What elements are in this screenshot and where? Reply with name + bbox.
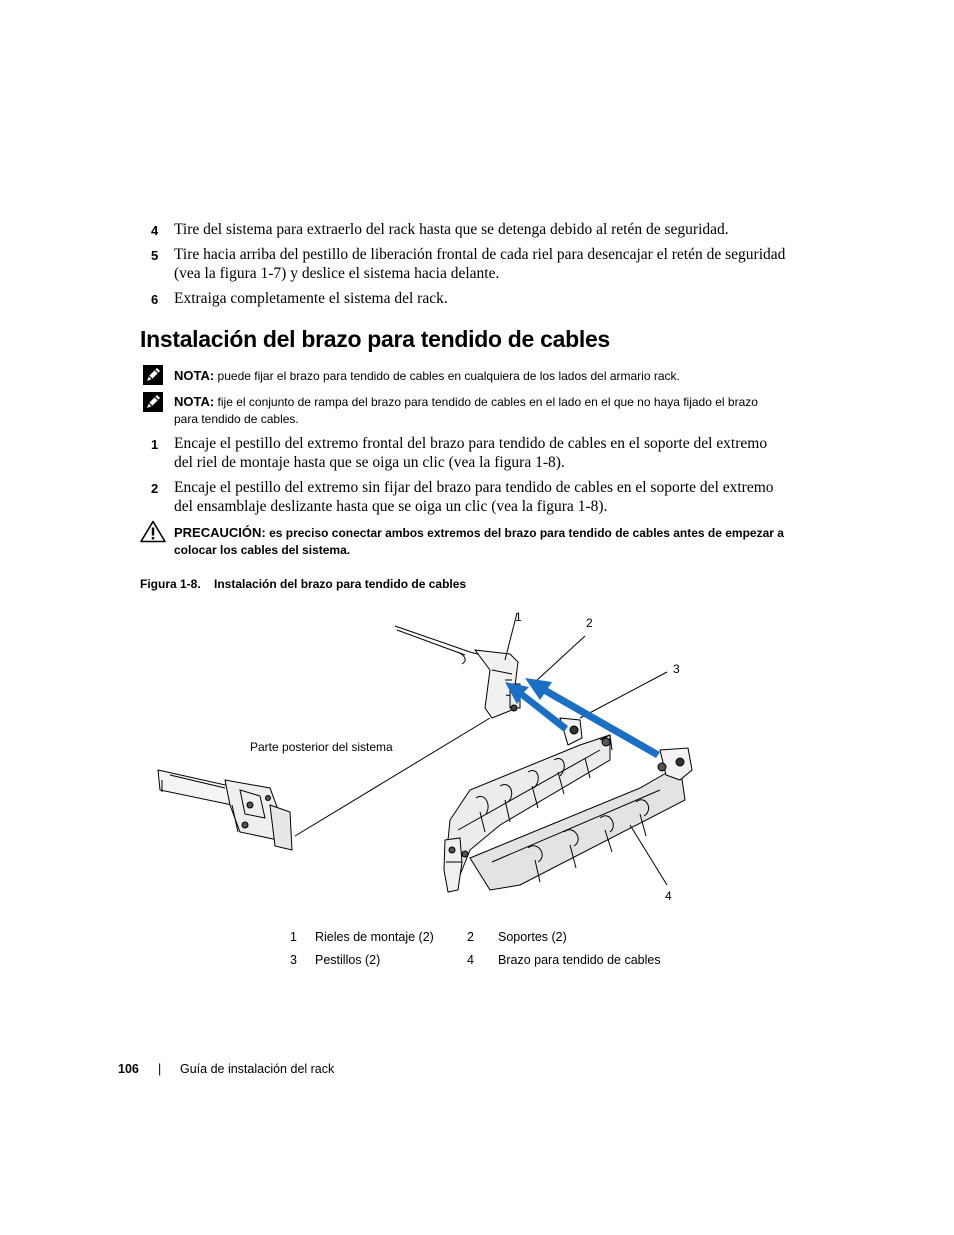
step-text: Extraiga completamente el sistema del rack. xyxy=(174,290,448,307)
callout-3: 3 xyxy=(673,662,680,676)
legend-number: 2 xyxy=(467,930,474,944)
legend-text: Pestillos (2) xyxy=(315,953,381,967)
figure-illustration xyxy=(140,600,720,920)
step-text: Encaje el pestillo del extremo frontal del brazo para tendido de cables en el soporte del extremo del riel de montaje hasta que se oiga un clic (vea la figura 1-8). xyxy=(174,435,768,471)
note-label: NOTA: xyxy=(174,394,215,409)
note-pencil-icon xyxy=(142,391,164,413)
note-text xyxy=(174,367,784,385)
note-body: fije el conjunto de rampa del brazo para tendido de cables en el lado en el que no haya fijado el brazo para tendido de cables. xyxy=(174,395,758,426)
caution-text xyxy=(174,524,784,559)
callout-4: 4 xyxy=(665,889,672,903)
legend-number: 3 xyxy=(290,953,297,967)
note-text xyxy=(174,393,774,428)
legend-text: Rieles de montaje (2) xyxy=(315,930,434,944)
step-number: 1 xyxy=(151,437,159,452)
legend-number: 4 xyxy=(467,953,474,967)
step-text: Encaje el pestillo del extremo sin fijar del brazo para tendido de cables en el soporte del extremo del ensamblaje deslizante hasta que se oiga un clic (vea la figura 1-8). xyxy=(174,479,774,515)
callout-2: 2 xyxy=(586,616,593,630)
legend-number: 1 xyxy=(290,930,297,944)
step-number: 4 xyxy=(151,223,159,238)
legend-text: Soportes (2) xyxy=(498,930,567,944)
step-number: 6 xyxy=(151,292,159,307)
page-number: 106 xyxy=(118,1062,139,1076)
section-title: Instalación del brazo para tendido de cables xyxy=(140,326,610,352)
caution-label: PRECAUCIÓN: xyxy=(174,525,266,540)
step-text: Tire hacia arriba del pestillo de liberación frontal de cada riel para desencajar el retén de seguridad (vea la figura 1-7) y deslice el sistema hacia delante. xyxy=(174,246,786,282)
note-pencil-icon xyxy=(142,364,164,386)
footer-separator: | xyxy=(158,1062,162,1076)
legend-text: Brazo para tendido de cables xyxy=(498,953,661,967)
system-rear-label: Parte posterior del sistema xyxy=(250,740,393,754)
figure-caption: Figura 1-8. Instalación del brazo para tendido de cables xyxy=(140,577,467,591)
step-number: 5 xyxy=(151,248,159,263)
footer-title: Guía de instalación del rack xyxy=(180,1062,335,1076)
caution-body: es preciso conectar ambos extremos del brazo para tendido de cables antes de empezar a colocar los cables del sistema. xyxy=(174,526,784,557)
note-body: puede fijar el brazo para tendido de cables en cualquiera de los lados del armario rack. xyxy=(217,369,680,383)
callout-1: 1 xyxy=(515,610,522,624)
step-text: Tire del sistema para extraerlo del rack hasta que se detenga debido al retén de seguridad. xyxy=(174,221,729,238)
note-label: NOTA: xyxy=(174,368,215,383)
warning-triangle-icon xyxy=(140,520,166,543)
step-number: 2 xyxy=(151,481,159,496)
